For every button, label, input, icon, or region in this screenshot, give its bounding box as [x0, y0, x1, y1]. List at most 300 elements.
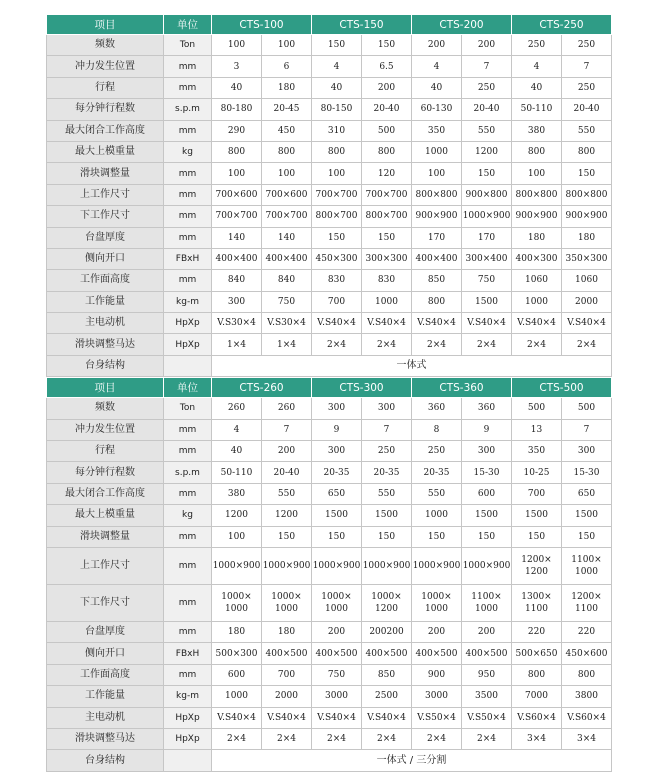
table-cell: 260 — [262, 398, 312, 419]
table-cell: 380 — [512, 120, 562, 141]
table-cell: 4 — [412, 56, 462, 77]
table-cell: 380 — [212, 483, 262, 504]
row-label: 最大上模重量 — [47, 505, 164, 526]
table-cell: 850 — [362, 664, 412, 685]
table-cell: 400×500 — [462, 643, 512, 664]
table-row — [47, 526, 612, 547]
row-unit — [164, 750, 212, 771]
table-cell: 2×4 — [312, 728, 362, 749]
table-cell: 1500 — [462, 291, 512, 312]
table-cell: 40 — [212, 441, 262, 462]
row-unit: kg-m — [164, 291, 212, 312]
table-cell: 100 — [262, 163, 312, 184]
table-cell: 6 — [262, 56, 312, 77]
table-cell: 200200 — [362, 621, 412, 642]
table-cell: 20-40 — [262, 462, 312, 483]
table-cell: 1200 — [462, 141, 512, 162]
table-cell: 2000 — [562, 291, 612, 312]
row-unit: mm — [164, 227, 212, 248]
table-cell: V.S40×4 — [212, 707, 262, 728]
table-cell: 3500 — [462, 686, 512, 707]
table-cell: 1×4 — [262, 334, 312, 355]
table-cell: 7 — [562, 56, 612, 77]
row-label: 工作面高度 — [47, 664, 164, 685]
row-unit: kg — [164, 141, 212, 162]
header-model: CTS-500 — [512, 378, 612, 398]
row-label: 最大闭合工作高度 — [47, 483, 164, 504]
table-cell: V.S40×4 — [312, 313, 362, 334]
table-cell: 300 — [562, 441, 612, 462]
table-cell: 550 — [562, 120, 612, 141]
table-cell: V.S40×4 — [462, 313, 512, 334]
row-unit: mm — [164, 163, 212, 184]
table-cell: 20-35 — [412, 462, 462, 483]
table-row — [47, 248, 612, 269]
table-cell: 650 — [312, 483, 362, 504]
row-unit: kg-m — [164, 686, 212, 707]
table-cell: 150 — [262, 526, 312, 547]
table-cell: 2×4 — [412, 334, 462, 355]
row-label: 滑块调整量 — [47, 526, 164, 547]
row-unit: HpXp — [164, 707, 212, 728]
table-header-row — [47, 15, 612, 35]
table-cell: 350×300 — [562, 248, 612, 269]
table-cell: 4 — [212, 419, 262, 440]
table-cell: 150 — [362, 227, 412, 248]
table-cell: 1500 — [462, 505, 512, 526]
table-cell: 300 — [462, 441, 512, 462]
table-cell: 220 — [562, 621, 612, 642]
table-cell: 900×900 — [512, 206, 562, 227]
table-cell: 360 — [462, 398, 512, 419]
row-unit: mm — [164, 419, 212, 440]
table-cell: 700×600 — [262, 184, 312, 205]
row-label: 台身结构 — [47, 355, 164, 376]
table-body — [47, 398, 612, 771]
table-row — [47, 270, 612, 291]
row-unit: kg — [164, 505, 212, 526]
row-unit: s.p.m — [164, 462, 212, 483]
table-cell: 2×4 — [262, 728, 312, 749]
table-cell: 290 — [212, 120, 262, 141]
table-cell: 180 — [512, 227, 562, 248]
table-cell: 650 — [562, 483, 612, 504]
table-cell: 1000× 1000 — [262, 584, 312, 621]
table-row — [47, 206, 612, 227]
table-cell: V.S60×4 — [562, 707, 612, 728]
row-label: 频数 — [47, 398, 164, 419]
table-cell: 700×700 — [212, 206, 262, 227]
table-cell: 170 — [462, 227, 512, 248]
table-header-row — [47, 378, 612, 398]
row-label: 冲力发生位置 — [47, 56, 164, 77]
row-label: 下工作尺寸 — [47, 584, 164, 621]
table-row — [47, 227, 612, 248]
row-label: 上工作尺寸 — [47, 547, 164, 584]
table-cell: 750 — [312, 664, 362, 685]
table-cell: 3000 — [312, 686, 362, 707]
table-row — [47, 728, 612, 749]
table-cell: 1500 — [312, 505, 362, 526]
table-cell: V.S60×4 — [512, 707, 562, 728]
table-cell: 400×500 — [362, 643, 412, 664]
table-cell: 20-35 — [312, 462, 362, 483]
table-cell: 150 — [312, 35, 362, 56]
header-unit: 单位 — [164, 15, 212, 35]
row-label: 侧向开口 — [47, 643, 164, 664]
table-cell: 840 — [262, 270, 312, 291]
table-cell: 1×4 — [212, 334, 262, 355]
table-cell: 550 — [462, 120, 512, 141]
row-label: 频数 — [47, 35, 164, 56]
table-cell: 1100× 1000 — [562, 547, 612, 584]
table-cell: 1000× 1000 — [312, 584, 362, 621]
table-cell: 2×4 — [512, 334, 562, 355]
row-unit: HpXp — [164, 334, 212, 355]
table-cell: 250 — [412, 441, 462, 462]
row-label: 台盘厚度 — [47, 227, 164, 248]
table-cell: 360 — [412, 398, 462, 419]
row-label: 主电动机 — [47, 707, 164, 728]
table-cell: 150 — [362, 35, 412, 56]
table-cell: 450×600 — [562, 643, 612, 664]
table-cell: 800×700 — [362, 206, 412, 227]
table-cell: V.S50×4 — [462, 707, 512, 728]
table-cell: 8 — [412, 419, 462, 440]
row-unit: Ton — [164, 398, 212, 419]
table-cell: 800 — [562, 664, 612, 685]
table-cell: 15-30 — [562, 462, 612, 483]
table-cell: 800 — [262, 141, 312, 162]
table-cell: 200 — [262, 441, 312, 462]
table-cell: 150 — [462, 163, 512, 184]
table-cell: 2×4 — [312, 334, 362, 355]
table-cell: 1000 — [212, 686, 262, 707]
table-cell: 250 — [562, 77, 612, 98]
header-item: 项目 — [47, 378, 164, 398]
row-label: 主电动机 — [47, 313, 164, 334]
table-cell: 600 — [462, 483, 512, 504]
table-row — [47, 355, 612, 376]
row-label: 每分钟行程数 — [47, 99, 164, 120]
header-item: 项目 — [47, 15, 164, 35]
table-cell: 100 — [312, 163, 362, 184]
row-label: 侧向开口 — [47, 248, 164, 269]
table-cell: 100 — [212, 163, 262, 184]
table-cell: 750 — [262, 291, 312, 312]
table-cell: 1200 — [212, 505, 262, 526]
spec-tables — [46, 14, 611, 772]
row-unit: mm — [164, 621, 212, 642]
table-cell: 100 — [512, 163, 562, 184]
row-label: 工作能量 — [47, 291, 164, 312]
table-cell: 750 — [462, 270, 512, 291]
row-unit: Ton — [164, 35, 212, 56]
table-cell: V.S40×4 — [412, 313, 462, 334]
table-body — [47, 35, 612, 377]
row-label: 滑块调整马达 — [47, 334, 164, 355]
table-cell: 40 — [512, 77, 562, 98]
header-unit: 单位 — [164, 378, 212, 398]
row-unit: FBxH — [164, 248, 212, 269]
table-cell: 830 — [362, 270, 412, 291]
table-cell: 800×800 — [562, 184, 612, 205]
table-cell: 700 — [512, 483, 562, 504]
table-cell: 2×4 — [462, 334, 512, 355]
row-label: 行程 — [47, 77, 164, 98]
table-cell: 140 — [262, 227, 312, 248]
frame-structure-value: 一体式 — [212, 355, 612, 376]
header-model: CTS-250 — [512, 15, 612, 35]
table-row — [47, 419, 612, 440]
table-cell: 15-30 — [462, 462, 512, 483]
table-cell: 100 — [412, 163, 462, 184]
table-cell: V.S40×4 — [562, 313, 612, 334]
table-cell: 20-35 — [362, 462, 412, 483]
table-cell: 2500 — [362, 686, 412, 707]
table-cell: 800 — [312, 141, 362, 162]
table-row — [47, 398, 612, 419]
table-cell: 700×600 — [212, 184, 262, 205]
table-row — [47, 441, 612, 462]
row-label: 工作能量 — [47, 686, 164, 707]
table-cell: 180 — [262, 77, 312, 98]
table-cell: 180 — [212, 621, 262, 642]
table-cell: 1500 — [362, 505, 412, 526]
table-cell: V.S40×4 — [512, 313, 562, 334]
row-label: 上工作尺寸 — [47, 184, 164, 205]
table-cell: 250 — [562, 35, 612, 56]
table-row — [47, 750, 612, 771]
table-cell: 180 — [262, 621, 312, 642]
row-unit: mm — [164, 664, 212, 685]
table-cell: 200 — [412, 621, 462, 642]
table-cell: 830 — [312, 270, 362, 291]
table-cell: 400×500 — [262, 643, 312, 664]
table-cell: 20-40 — [562, 99, 612, 120]
table-cell: 220 — [512, 621, 562, 642]
table-cell: 300 — [362, 398, 412, 419]
table-cell: 400×500 — [312, 643, 362, 664]
table-cell: 450×300 — [312, 248, 362, 269]
table-cell: 900 — [412, 664, 462, 685]
table-cell: 840 — [212, 270, 262, 291]
table-cell: 13 — [512, 419, 562, 440]
table-cell: 800 — [512, 141, 562, 162]
table-row — [47, 462, 612, 483]
table-cell: 100 — [212, 35, 262, 56]
table-row — [47, 621, 612, 642]
table-row — [47, 291, 612, 312]
table-cell: 200 — [362, 77, 412, 98]
table-cell: 1100× 1000 — [462, 584, 512, 621]
table-cell: 900×900 — [562, 206, 612, 227]
table-cell: 4 — [512, 56, 562, 77]
table-cell: 800 — [562, 141, 612, 162]
table-cell: 800 — [412, 291, 462, 312]
row-unit: mm — [164, 77, 212, 98]
table-cell: 800×800 — [412, 184, 462, 205]
table-cell: 700×700 — [312, 184, 362, 205]
table-cell: 550 — [262, 483, 312, 504]
table-cell: 1500 — [562, 505, 612, 526]
row-label: 冲力发生位置 — [47, 419, 164, 440]
table-cell: 1200× 1200 — [512, 547, 562, 584]
table-cell: 260 — [212, 398, 262, 419]
table-cell: 150 — [462, 526, 512, 547]
table-cell: 800×700 — [312, 206, 362, 227]
table-cell: 3×4 — [562, 728, 612, 749]
table-cell: 350 — [512, 441, 562, 462]
table-cell: 7000 — [512, 686, 562, 707]
table-cell: 300×300 — [362, 248, 412, 269]
row-unit: mm — [164, 483, 212, 504]
table-cell: 250 — [512, 35, 562, 56]
table-cell: V.S30×4 — [212, 313, 262, 334]
table-row — [47, 584, 612, 621]
table-cell: 200 — [312, 621, 362, 642]
table-cell: 500 — [362, 120, 412, 141]
table-cell: 800 — [512, 664, 562, 685]
table-cell: 400×400 — [262, 248, 312, 269]
row-unit: mm — [164, 56, 212, 77]
table-cell: 1060 — [562, 270, 612, 291]
header-model: CTS-100 — [212, 15, 312, 35]
spec-table-1 — [46, 14, 612, 377]
row-unit: mm — [164, 547, 212, 584]
table-cell: 1000× 1000 — [412, 584, 462, 621]
table-cell: 7 — [362, 419, 412, 440]
table-row — [47, 334, 612, 355]
table-cell: 700×700 — [362, 184, 412, 205]
table-cell: 300×400 — [462, 248, 512, 269]
table-row — [47, 707, 612, 728]
row-label: 滑块调整量 — [47, 163, 164, 184]
table-cell: 500×650 — [512, 643, 562, 664]
table-cell: 80-180 — [212, 99, 262, 120]
table-cell: 550 — [412, 483, 462, 504]
table-cell: 900×900 — [412, 206, 462, 227]
table-cell: 2×4 — [362, 728, 412, 749]
table-cell: 7 — [262, 419, 312, 440]
table-cell: 700 — [312, 291, 362, 312]
table-row — [47, 505, 612, 526]
table-cell: 80-150 — [312, 99, 362, 120]
table-cell: 2×4 — [412, 728, 462, 749]
table-cell: 150 — [512, 526, 562, 547]
table-cell: 700×700 — [262, 206, 312, 227]
table-row — [47, 35, 612, 56]
table-row — [47, 483, 612, 504]
row-label: 最大闭合工作高度 — [47, 120, 164, 141]
table-cell: 4 — [312, 56, 362, 77]
table-cell: 150 — [362, 526, 412, 547]
table-cell: 3×4 — [512, 728, 562, 749]
frame-structure-value: 一体式 / 三分割 — [212, 750, 612, 771]
table-cell: 150 — [312, 227, 362, 248]
table-cell: V.S40×4 — [362, 707, 412, 728]
table-cell: 1000×900 — [462, 547, 512, 584]
table-cell: 40 — [312, 77, 362, 98]
header-model: CTS-300 — [312, 378, 412, 398]
header-model: CTS-150 — [312, 15, 412, 35]
table-cell: 600 — [212, 664, 262, 685]
table-cell: 450 — [262, 120, 312, 141]
table-cell: 1000×900 — [262, 547, 312, 584]
table-cell: 3000 — [412, 686, 462, 707]
table-cell: 3800 — [562, 686, 612, 707]
table-cell: 120 — [362, 163, 412, 184]
table-cell: 2×4 — [212, 728, 262, 749]
table-cell: 200 — [462, 35, 512, 56]
table-cell: 400×500 — [412, 643, 462, 664]
table-cell: 60-130 — [412, 99, 462, 120]
table-cell: 700 — [262, 664, 312, 685]
table-cell: 800×800 — [512, 184, 562, 205]
table-cell: 200 — [412, 35, 462, 56]
table-cell: 9 — [312, 419, 362, 440]
table-cell: 850 — [412, 270, 462, 291]
table-cell: 1060 — [512, 270, 562, 291]
row-unit: mm — [164, 270, 212, 291]
table-cell: 150 — [562, 526, 612, 547]
table-row — [47, 686, 612, 707]
table-cell: 1000 — [362, 291, 412, 312]
table-cell: 40 — [412, 77, 462, 98]
table-cell: 400×300 — [512, 248, 562, 269]
table-cell: 10-25 — [512, 462, 562, 483]
table-cell: 2×4 — [362, 334, 412, 355]
table-cell: 1500 — [512, 505, 562, 526]
table-row — [47, 99, 612, 120]
table-row — [47, 56, 612, 77]
table-cell: 800 — [212, 141, 262, 162]
table-cell: 9 — [462, 419, 512, 440]
row-label: 每分钟行程数 — [47, 462, 164, 483]
table-cell: 2000 — [262, 686, 312, 707]
table-cell: 7 — [562, 419, 612, 440]
table-cell: 500 — [512, 398, 562, 419]
table-cell: 800 — [362, 141, 412, 162]
table-cell: V.S40×4 — [362, 313, 412, 334]
table-cell: 400×400 — [212, 248, 262, 269]
table-cell: 900×800 — [462, 184, 512, 205]
table-row — [47, 77, 612, 98]
header-model: CTS-260 — [212, 378, 312, 398]
table-cell: 170 — [412, 227, 462, 248]
table-cell: 1000 — [412, 505, 462, 526]
row-label: 台身结构 — [47, 750, 164, 771]
row-label: 行程 — [47, 441, 164, 462]
table-cell: 2×4 — [562, 334, 612, 355]
row-unit: mm — [164, 584, 212, 621]
table-row — [47, 120, 612, 141]
table-cell: 1200 — [262, 505, 312, 526]
table-cell: 50-110 — [512, 99, 562, 120]
table-cell: 1000 — [512, 291, 562, 312]
row-label: 工作面高度 — [47, 270, 164, 291]
table-cell: 500×300 — [212, 643, 262, 664]
table-row — [47, 643, 612, 664]
table-row — [47, 141, 612, 162]
row-unit: HpXp — [164, 728, 212, 749]
table-cell: V.S50×4 — [412, 707, 462, 728]
table-cell: 20-40 — [462, 99, 512, 120]
table-cell: 1000× 1200 — [362, 584, 412, 621]
table-row — [47, 184, 612, 205]
table-cell: 150 — [562, 163, 612, 184]
table-cell: 20-45 — [262, 99, 312, 120]
